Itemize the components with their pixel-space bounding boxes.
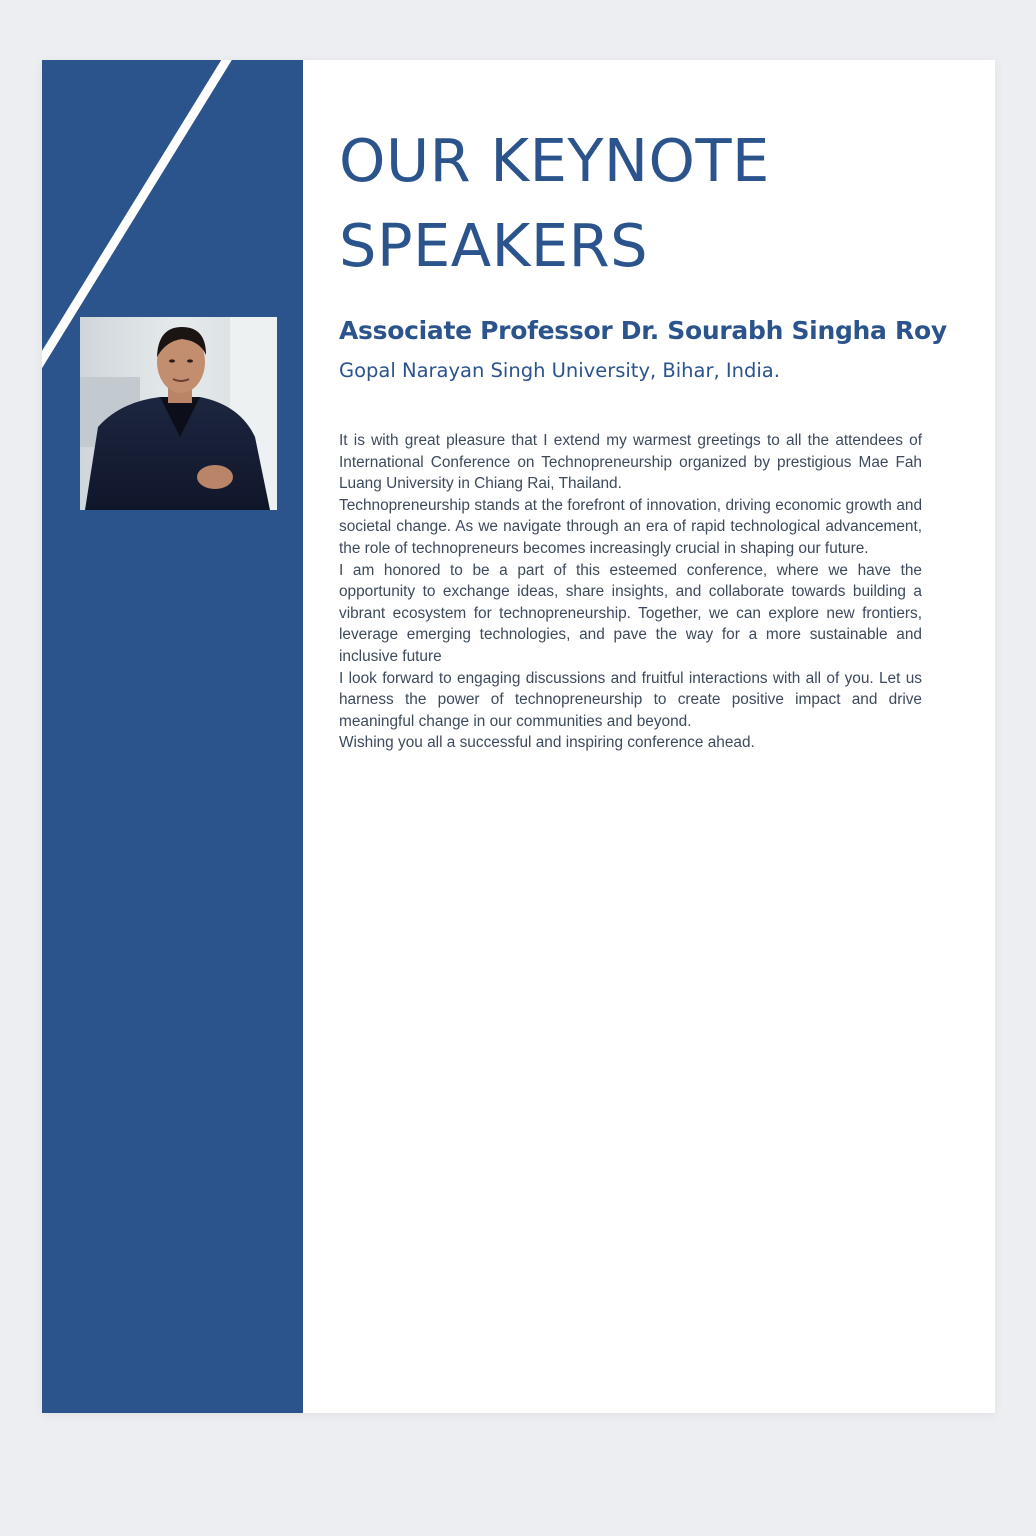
title-line-1: OUR KEYNOTE bbox=[339, 126, 770, 195]
sidebar-panel bbox=[42, 60, 303, 1413]
speaker-affiliation: Gopal Narayan Singh University, Bihar, India. bbox=[339, 359, 780, 382]
speaker-name: Associate Professor Dr. Sourabh Singha Roy bbox=[339, 316, 947, 345]
welcome-message bbox=[339, 430, 922, 754]
page-title bbox=[339, 118, 939, 288]
document-page bbox=[42, 60, 995, 1413]
message-paragraph: I am honored to be a part of this esteemed conference, where we have the opportunity to exchange ideas, share insights, and collaborate towards building a vibrant ecosystem for technopreneurship. Together, we can explore new frontiers, leverage emerging technologies, and pave the way for a more sustainable and inclusive future bbox=[339, 561, 922, 665]
title-line-2: SPEAKERS bbox=[339, 211, 649, 280]
message-paragraph: Wishing you all a successful and inspiring conference ahead. bbox=[339, 734, 755, 752]
message-paragraph: I look forward to engaging discussions and fruitful interactions with all of you. Let us harness the power of technopreneurship to create positive impact and drive meaningful change in our communities and beyond. bbox=[339, 669, 922, 730]
speaker-photo bbox=[80, 317, 277, 510]
message-paragraph: It is with great pleasure that I extend my warmest greetings to all the attendees of International Conference on Technopreneurship organized by prestigious Mae Fah Luang University in Chiang Rai, Thailand. bbox=[339, 432, 922, 493]
message-paragraph: Technopreneurship stands at the forefront of innovation, driving economic growth and societal change. As we navigate through an era of rapid technological advancement, the role of technopreneurs becomes increasingly crucial in shaping our future. bbox=[339, 496, 922, 557]
